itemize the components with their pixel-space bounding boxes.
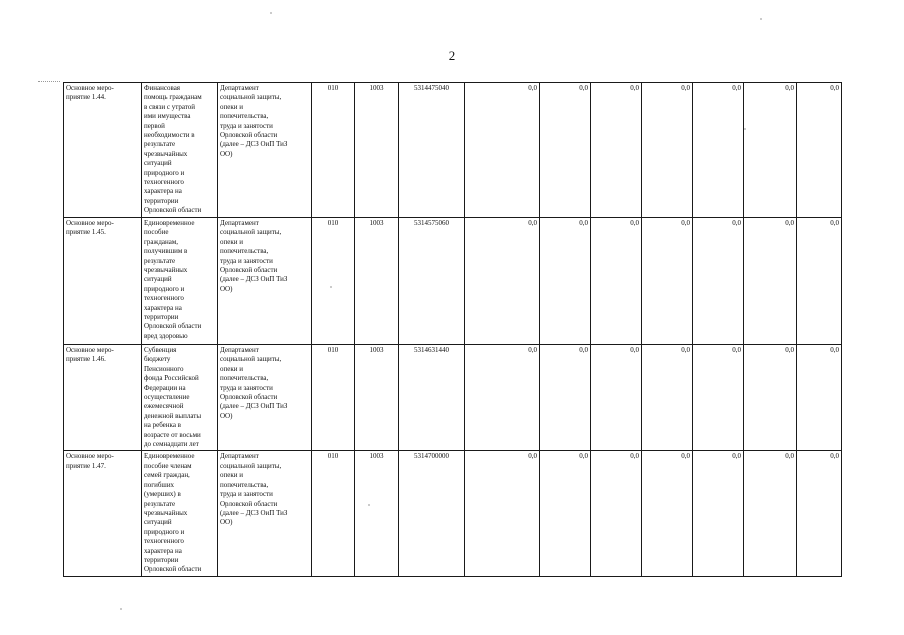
executor-cell: Департамент социальной защиты, опеки и попечительства, труда и занятости Орловской области (далее – ДСЗ ОиП ТиЗ ОО) bbox=[218, 451, 312, 576]
scan-speck bbox=[120, 608, 122, 610]
budget-table bbox=[63, 82, 842, 577]
event-name-cell: Основное меро- приятие 1.44. bbox=[64, 83, 142, 218]
table-row bbox=[64, 218, 842, 345]
section-code-cell: 1003 bbox=[355, 83, 399, 218]
grbs-code-cell: 010 bbox=[312, 345, 355, 451]
executor-cell: Департамент социальной защиты, опеки и попечительства, труда и занятости Орловской области (далее – ДСЗ ОиП ТиЗ ОО) bbox=[218, 218, 312, 345]
amount-cell: 0,0 bbox=[591, 218, 642, 345]
amount-cell: 0,0 bbox=[540, 218, 591, 345]
event-name-cell: Основное меро- приятие 1.45. bbox=[64, 218, 142, 345]
table-row bbox=[64, 451, 842, 576]
scan-mark bbox=[38, 81, 60, 82]
event-description-cell: Единовременное пособие гражданам, получившим в результате чрезвычайных ситуаций природного и техногенного характера на территории Орловской области вред здоровью bbox=[142, 218, 218, 345]
target-article-cell: 5314631440 bbox=[399, 345, 465, 451]
table-row bbox=[64, 83, 842, 218]
amount-cell: 0,0 bbox=[693, 451, 744, 576]
executor-cell: Департамент социальной защиты, опеки и попечительства, труда и занятости Орловской области (далее – ДСЗ ОиП ТиЗ ОО) bbox=[218, 345, 312, 451]
amount-cell: 0,0 bbox=[642, 451, 693, 576]
target-article-cell: 5314575060 bbox=[399, 218, 465, 345]
amount-cell: 0,0 bbox=[797, 83, 842, 218]
grbs-code-cell: 010 bbox=[312, 218, 355, 345]
amount-cell: 0,0 bbox=[797, 218, 842, 345]
amount-cell: 0,0 bbox=[693, 345, 744, 451]
amount-cell: 0,0 bbox=[744, 83, 797, 218]
amount-cell: 0,0 bbox=[642, 345, 693, 451]
amount-cell: 0,0 bbox=[465, 451, 540, 576]
amount-cell: 0,0 bbox=[540, 83, 591, 218]
target-article-cell: 5314700000 bbox=[399, 451, 465, 576]
amount-cell: 0,0 bbox=[591, 345, 642, 451]
scan-speck bbox=[760, 18, 762, 20]
scan-speck bbox=[270, 12, 272, 14]
amount-cell: 0,0 bbox=[591, 83, 642, 218]
amount-cell: 0,0 bbox=[540, 451, 591, 576]
target-article-cell: 5314475040 bbox=[399, 83, 465, 218]
grbs-code-cell: 010 bbox=[312, 83, 355, 218]
amount-cell: 0,0 bbox=[465, 218, 540, 345]
event-description-cell: Субвенция бюджету Пенсионного фонда Российской Федерации на осуществление ежемесячной денежной выплаты на ребенка в возрасте от восьми до семнадцати лет bbox=[142, 345, 218, 451]
amount-cell: 0,0 bbox=[465, 83, 540, 218]
event-name-cell: Основное меро- приятие 1.47. bbox=[64, 451, 142, 576]
event-description-cell: Финансовая помощь гражданам в связи с утратой ими имущества первой необходимости в результате чрезвычайных ситуаций природного и техногенного характера на территории Орловской области bbox=[142, 83, 218, 218]
amount-cell: 0,0 bbox=[797, 345, 842, 451]
event-name-cell: Основное меро- приятие 1.46. bbox=[64, 345, 142, 451]
amount-cell: 0,0 bbox=[642, 218, 693, 345]
amount-cell: 0,0 bbox=[465, 345, 540, 451]
amount-cell: 0,0 bbox=[540, 345, 591, 451]
section-code-cell: 1003 bbox=[355, 345, 399, 451]
event-description-cell: Единовременное пособие членам семей граждан, погибших (умерших) в результате чрезвычайных ситуаций природного и техногенного характера на территории Орловской области bbox=[142, 451, 218, 576]
amount-cell: 0,0 bbox=[591, 451, 642, 576]
grbs-code-cell: 010 bbox=[312, 451, 355, 576]
section-code-cell: 1003 bbox=[355, 451, 399, 576]
section-code-cell: 1003 bbox=[355, 218, 399, 345]
amount-cell: 0,0 bbox=[693, 218, 744, 345]
table-row bbox=[64, 345, 842, 451]
amount-cell: 0,0 bbox=[744, 451, 797, 576]
amount-cell: 0,0 bbox=[744, 345, 797, 451]
amount-cell: 0,0 bbox=[693, 83, 744, 218]
amount-cell: 0,0 bbox=[744, 218, 797, 345]
table-body bbox=[64, 83, 842, 577]
amount-cell: 0,0 bbox=[642, 83, 693, 218]
amount-cell: 0,0 bbox=[797, 451, 842, 576]
page-number: 2 bbox=[448, 48, 456, 63]
executor-cell: Департамент социальной защиты, опеки и попечительства, труда и занятости Орловской области (далее – ДСЗ ОиП ТиЗ ОО) bbox=[218, 83, 312, 218]
